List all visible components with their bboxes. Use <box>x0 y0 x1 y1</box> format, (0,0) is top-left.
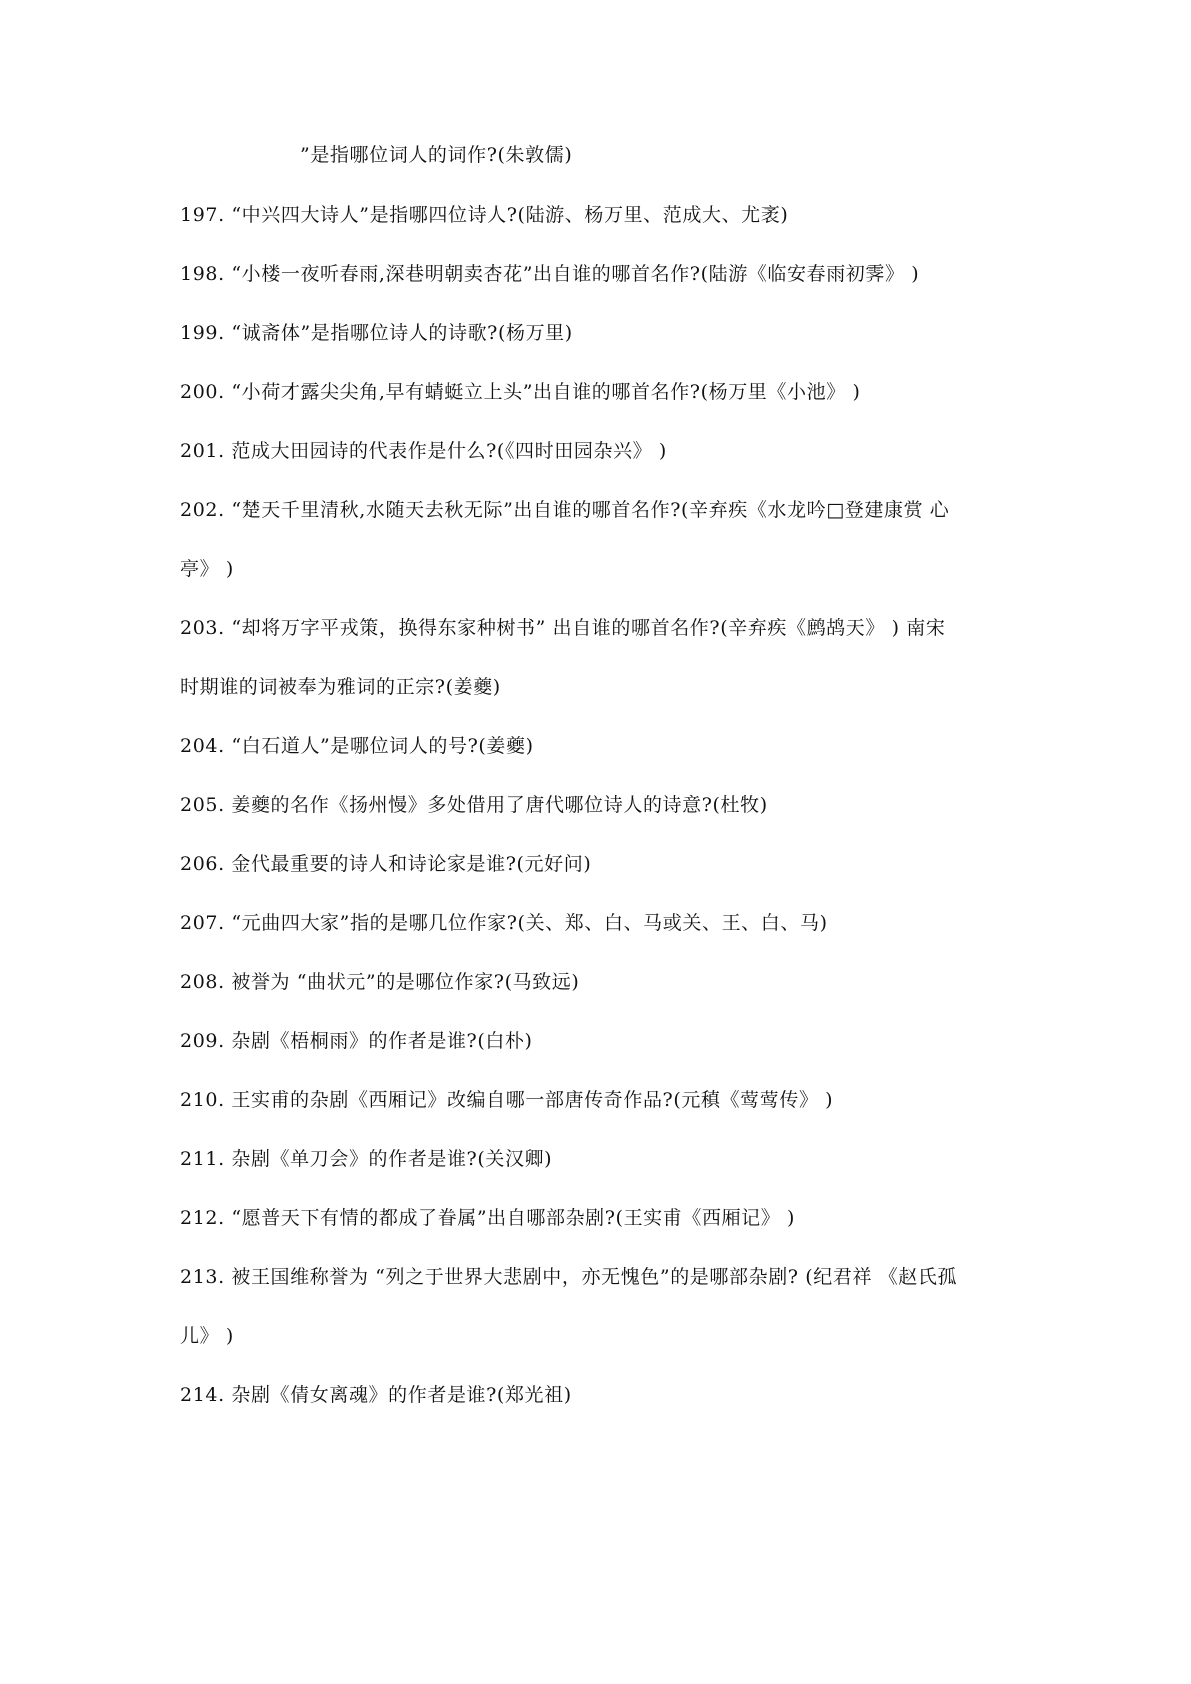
text-line-202-continuation: 亭》 ) <box>180 558 234 580</box>
text-line-209: 209. 杂剧《梧桐雨》的作者是谁?(白朴) <box>180 1030 533 1052</box>
text-line-204: 204. “白石道人”是哪位词人的号?(姜夔) <box>180 735 534 757</box>
text-line-196-continuation: ”是指哪位词人的词作?(朱敦儒) <box>300 144 573 166</box>
text-line-211: 211. 杂剧《单刀会》的作者是谁?(关汉卿) <box>180 1148 553 1170</box>
text-line-199: 199. “诚斋体”是指哪位诗人的诗歌?(杨万里) <box>180 322 573 344</box>
text-line-203-continuation: 时期谁的词被奉为雅词的正宗?(姜夔) <box>180 676 501 698</box>
text-line-201: 201. 范成大田园诗的代表作是什么?(《四时田园杂兴》 ) <box>180 440 667 462</box>
text-line-208: 208. 被誉为 “曲状元”的是哪位作家?(马致远) <box>180 971 580 993</box>
text-line-214: 214. 杂剧《倩女离魂》的作者是谁?(郑光祖) <box>180 1384 572 1406</box>
text-line-202: 202. “楚天千里清秋,水随天去秋无际”出自谁的哪首名作?(辛弃疾《水龙吟□登建康赏 心 <box>180 499 950 521</box>
text-line-197: 197. “中兴四大诗人”是指哪四位诗人?(陆游、杨万里、范成大、尤袤) <box>180 204 789 226</box>
text-line-213: 213. 被王国维称誉为 “列之于世界大悲剧中，亦无愧色”的是哪部杂剧? (纪君祥 《赵氏孤 <box>180 1266 958 1288</box>
text-line-205: 205. 姜夔的名作《扬州慢》多处借用了唐代哪位诗人的诗意?(杜牧) <box>180 794 768 816</box>
text-line-207: 207. “元曲四大家”指的是哪几位作家?(关、郑、白、马或关、王、白、马) <box>180 912 828 934</box>
text-line-206: 206. 金代最重要的诗人和诗论家是谁?(元好问) <box>180 853 592 875</box>
text-line-210: 210. 王实甫的杂剧《西厢记》改编自哪一部唐传奇作品?(元稹《莺莺传》 ) <box>180 1089 834 1111</box>
text-line-200: 200. “小荷才露尖尖角,早有蜻蜓立上头”出自谁的哪首名作?(杨万里《小池》 ) <box>180 381 861 403</box>
text-line-212: 212. “愿普天下有情的都成了眷属”出自哪部杂剧?(王实甫《西厢记》 ) <box>180 1207 796 1229</box>
text-line-203: 203. “却将万字平戎策，换得东家种树书” 出自谁的哪首名作?(辛弃疾《鹧鸪天》 ) 南宋 <box>180 617 946 639</box>
text-line-198: 198. “小楼一夜听春雨,深巷明朝卖杏花”出自谁的哪首名作?(陆游《临安春雨初霁》 ) <box>180 263 920 285</box>
text-line-213-continuation: 儿》 ) <box>180 1325 234 1347</box>
